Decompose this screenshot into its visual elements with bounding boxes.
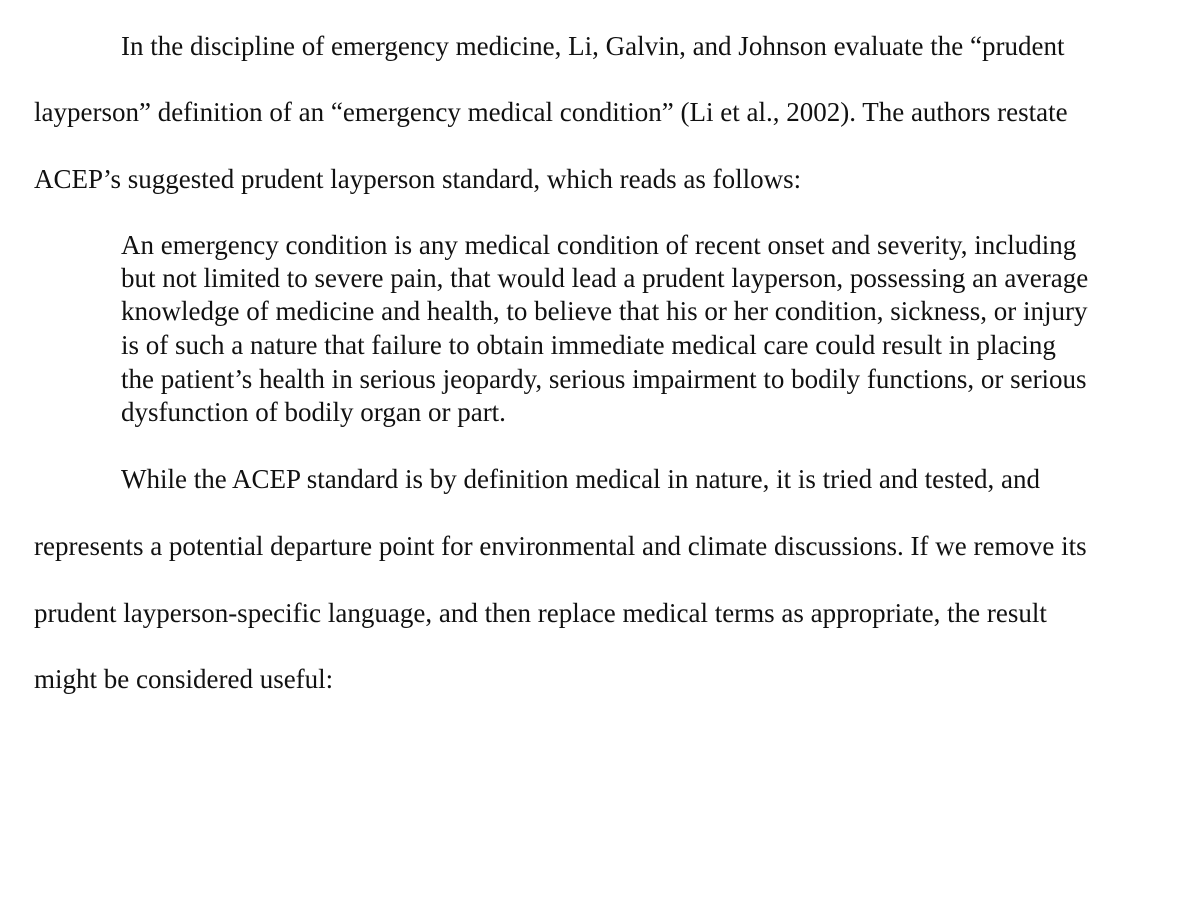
quote-line: the patient’s health in serious jeopardy, serious impairment to bodily functions, or serious bbox=[121, 364, 1087, 394]
paragraph-line: represents a potential departure point for environmental and climate discussions. If we remove its bbox=[34, 531, 1087, 561]
quote-line: knowledge of medicine and health, to believe that his or her condition, sickness, or injury bbox=[121, 296, 1088, 326]
paragraph-line: While the ACEP standard is by definition medical in nature, it is tried and tested, and bbox=[121, 464, 1041, 494]
paragraph-line: prudent layperson-specific language, and then replace medical terms as appropriate, the result bbox=[34, 598, 1047, 628]
paragraph-line: ACEP’s suggested prudent layperson standard, which reads as follows: bbox=[34, 164, 802, 194]
paragraph-line: In the discipline of emergency medicine, Li, Galvin, and Johnson evaluate the “prudent bbox=[121, 31, 1065, 61]
quote-line: An emergency condition is any medical condition of recent onset and severity, including bbox=[121, 230, 1077, 260]
quote-line: is of such a nature that failure to obtain immediate medical care could result in placing bbox=[121, 330, 1056, 360]
quote-line: but not limited to severe pain, that would lead a prudent layperson, possessing an average bbox=[121, 263, 1089, 293]
quote-line: dysfunction of bodily organ or part. bbox=[121, 397, 506, 427]
paragraph-line: layperson” definition of an “emergency medical condition” (Li et al., 2002). The authors restate bbox=[34, 97, 1068, 127]
paragraph-line: might be considered useful: bbox=[34, 664, 334, 694]
